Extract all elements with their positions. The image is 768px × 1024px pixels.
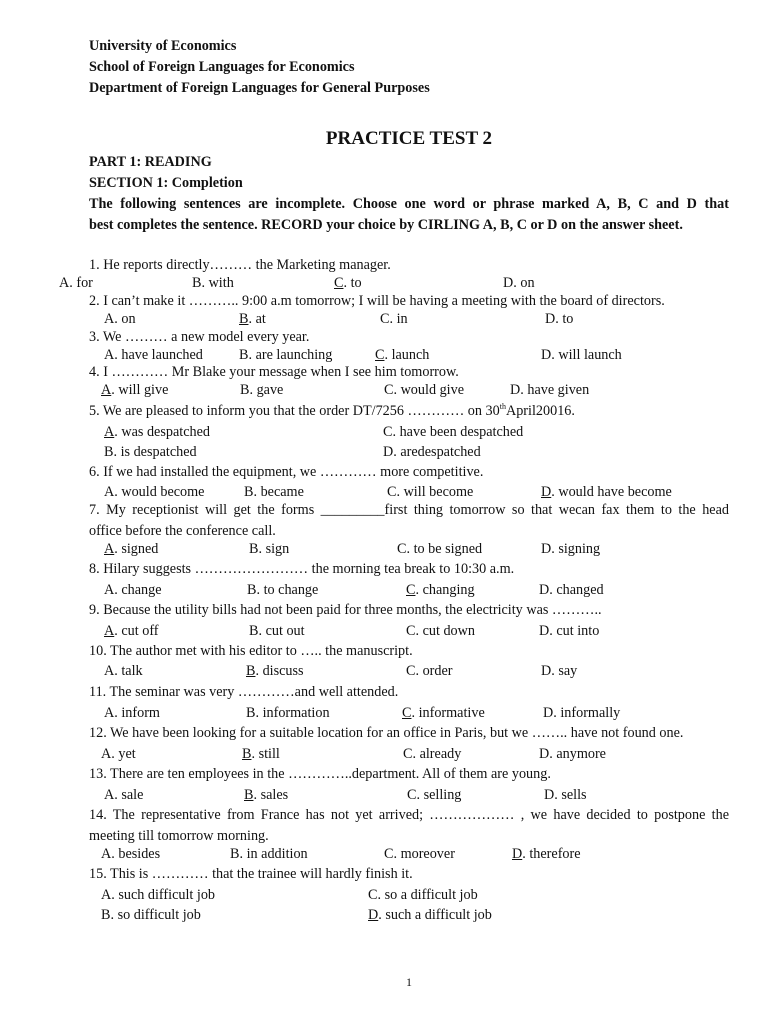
question-stem: 15. This is ………… that the trainee will hardly finish it. <box>89 866 413 882</box>
answer-option-c: C. changing <box>406 582 475 598</box>
answer-option-b: B. to change <box>247 582 319 598</box>
answer-option-b: B. sign <box>249 541 290 557</box>
marked-answer: A <box>104 623 115 639</box>
answer-option-b: B. information <box>246 705 330 721</box>
answer-option-c: C. order <box>406 663 453 679</box>
answer-option-b: B. cut out <box>249 623 305 639</box>
answer-option-c: C. informative <box>402 705 485 721</box>
answer-option-a: A. on <box>104 311 136 327</box>
answer-option-b: B. is despatched <box>104 444 197 460</box>
marked-answer: A <box>104 541 115 557</box>
ordinal-suffix: th <box>499 402 506 411</box>
part-heading: PART 1: READING <box>89 154 212 170</box>
header-university: University of Economics <box>89 38 237 54</box>
answer-option-b: B. at <box>239 311 266 327</box>
marked-answer: C <box>334 275 344 291</box>
question-stem-line-1: 7. My receptionist will get the forms _________first thing tomorrow so that wecan fax them to the head <box>89 502 729 518</box>
answer-option-d: D. say <box>541 663 578 679</box>
answer-option-d: D. would have become <box>541 484 672 500</box>
question-stem: 3. We ……… a new model every year. <box>89 329 310 345</box>
marked-answer: D <box>541 484 552 500</box>
marked-answer: D <box>368 907 379 923</box>
question-stem-line-2: meeting till tomorrow morning. <box>89 828 269 844</box>
question-stem: 1. He reports directly……… the Marketing manager. <box>89 257 391 273</box>
marked-answer: B <box>242 746 252 762</box>
answer-option-d: D. signing <box>541 541 601 557</box>
answer-option-b: B. gave <box>240 382 284 398</box>
answer-option-b: B. sales <box>244 787 289 803</box>
answer-option-c: C. selling <box>407 787 462 803</box>
marked-answer: C <box>375 347 385 363</box>
marked-answer: D <box>512 846 523 862</box>
answer-option-a: A. cut off <box>104 623 159 639</box>
question-stem: 13. There are ten employees in the …………..department. All of them are young. <box>89 766 551 782</box>
answer-option-c: C. cut down <box>406 623 475 639</box>
answer-option-a: A. will give <box>101 382 169 398</box>
answer-option-d: D. have given <box>510 382 590 398</box>
answer-option-c: C. moreover <box>384 846 455 862</box>
answer-option-b: B. in addition <box>230 846 308 862</box>
answer-option-d: D. sells <box>544 787 587 803</box>
marked-answer: A <box>104 424 115 440</box>
answer-option-b: B. still <box>242 746 280 762</box>
marked-answer: B <box>239 311 249 327</box>
header-school: School of Foreign Languages for Economics <box>89 59 355 75</box>
question-stem: 9. Because the utility bills had not been paid for three months, the electricity was ……….. <box>89 602 602 618</box>
answer-option-b: B. with <box>192 275 234 291</box>
instructions-line-2: best completes the sentence. RECORD your choice by CIRLING A, B, C or D on the answer sheet. <box>89 217 683 233</box>
page-number: 1 <box>406 975 412 989</box>
answer-option-d: D. anymore <box>539 746 606 762</box>
section-heading: SECTION 1: Completion <box>89 175 243 191</box>
question-stem: 2. I can’t make it ……….. 9:00 a.m tomorrow; I will be having a meeting with the board of directors. <box>89 293 665 309</box>
question-stem: 8. Hilary suggests …………………… the morning tea break to 10:30 a.m. <box>89 561 515 577</box>
answer-option-c: C. will become <box>387 484 474 500</box>
question-stem: 10. The author met with his editor to ….. the manuscript. <box>89 643 413 659</box>
marked-answer: C <box>406 582 416 598</box>
question-stem: 11. The seminar was very …………and well attended. <box>89 684 399 700</box>
answer-option-a: A. yet <box>101 746 136 762</box>
answer-option-d: D. aredespatched <box>383 444 481 460</box>
answer-option-a: A. such difficult job <box>101 887 216 903</box>
answer-option-d: D. changed <box>539 582 604 598</box>
answer-option-c: C. launch <box>375 347 430 363</box>
answer-option-b: B. so difficult job <box>101 907 201 923</box>
answer-option-b: B. are launching <box>239 347 333 363</box>
question-stem: 6. If we had installed the equipment, we ………… more competitive. <box>89 464 484 480</box>
answer-option-c: C. in <box>380 311 408 327</box>
question-stem: 4. I ………… Mr Blake your message when I see him tomorrow. <box>89 364 459 380</box>
answer-option-a: A. have launched <box>104 347 203 363</box>
answer-option-a: A. besides <box>101 846 161 862</box>
answer-option-d: D. such a difficult job <box>368 907 492 923</box>
marked-answer: A <box>101 382 112 398</box>
answer-option-a: A. change <box>104 582 162 598</box>
answer-option-a: A. would become <box>104 484 205 500</box>
instructions-line-1: The following sentences are incomplete. Choose one word or phrase marked A, B, C and D that <box>89 196 729 212</box>
answer-option-c: C. to be signed <box>397 541 483 557</box>
question-stem: 5. We are pleased to inform you that the order DT/7256 ………… on 30thApril20016. <box>89 402 575 419</box>
question-stem: 12. We have been looking for a suitable location for an office in Paris, but we …….. have not found one. <box>89 725 684 741</box>
marked-answer: C <box>402 705 412 721</box>
answer-option-d: D. to <box>545 311 574 327</box>
marked-answer: B <box>246 663 256 679</box>
question-stem-line-1: 14. The representative from France has not yet arrived; ……………… , we have decided to postpone the <box>89 807 729 823</box>
answer-option-d: D. on <box>503 275 535 291</box>
answer-option-a: A. signed <box>104 541 159 557</box>
answer-option-d: D. informally <box>543 705 621 721</box>
answer-option-d: D. will launch <box>541 347 622 363</box>
answer-option-c: C. already <box>403 746 462 762</box>
answer-option-c: C. have been despatched <box>383 424 524 440</box>
answer-option-a: A. inform <box>104 705 160 721</box>
answer-option-d: D. therefore <box>512 846 581 862</box>
answer-option-b: B. became <box>244 484 304 500</box>
answer-option-a: A. sale <box>104 787 144 803</box>
answer-option-d: D. cut into <box>539 623 600 639</box>
question-stem-line-2: office before the conference call. <box>89 523 276 539</box>
page-title: PRACTICE TEST 2 <box>325 128 493 149</box>
answer-option-a: A. was despatched <box>104 424 210 440</box>
answer-option-b: B. discuss <box>246 663 304 679</box>
answer-option-a: A. talk <box>104 663 143 679</box>
marked-answer: B <box>244 787 254 803</box>
answer-option-c: C. so a difficult job <box>368 887 478 903</box>
answer-option-a: A. for <box>59 275 93 291</box>
header-department: Department of Foreign Languages for General Purposes <box>89 80 430 96</box>
answer-option-c: C. would give <box>384 382 465 398</box>
answer-option-c: C. to <box>334 275 362 291</box>
